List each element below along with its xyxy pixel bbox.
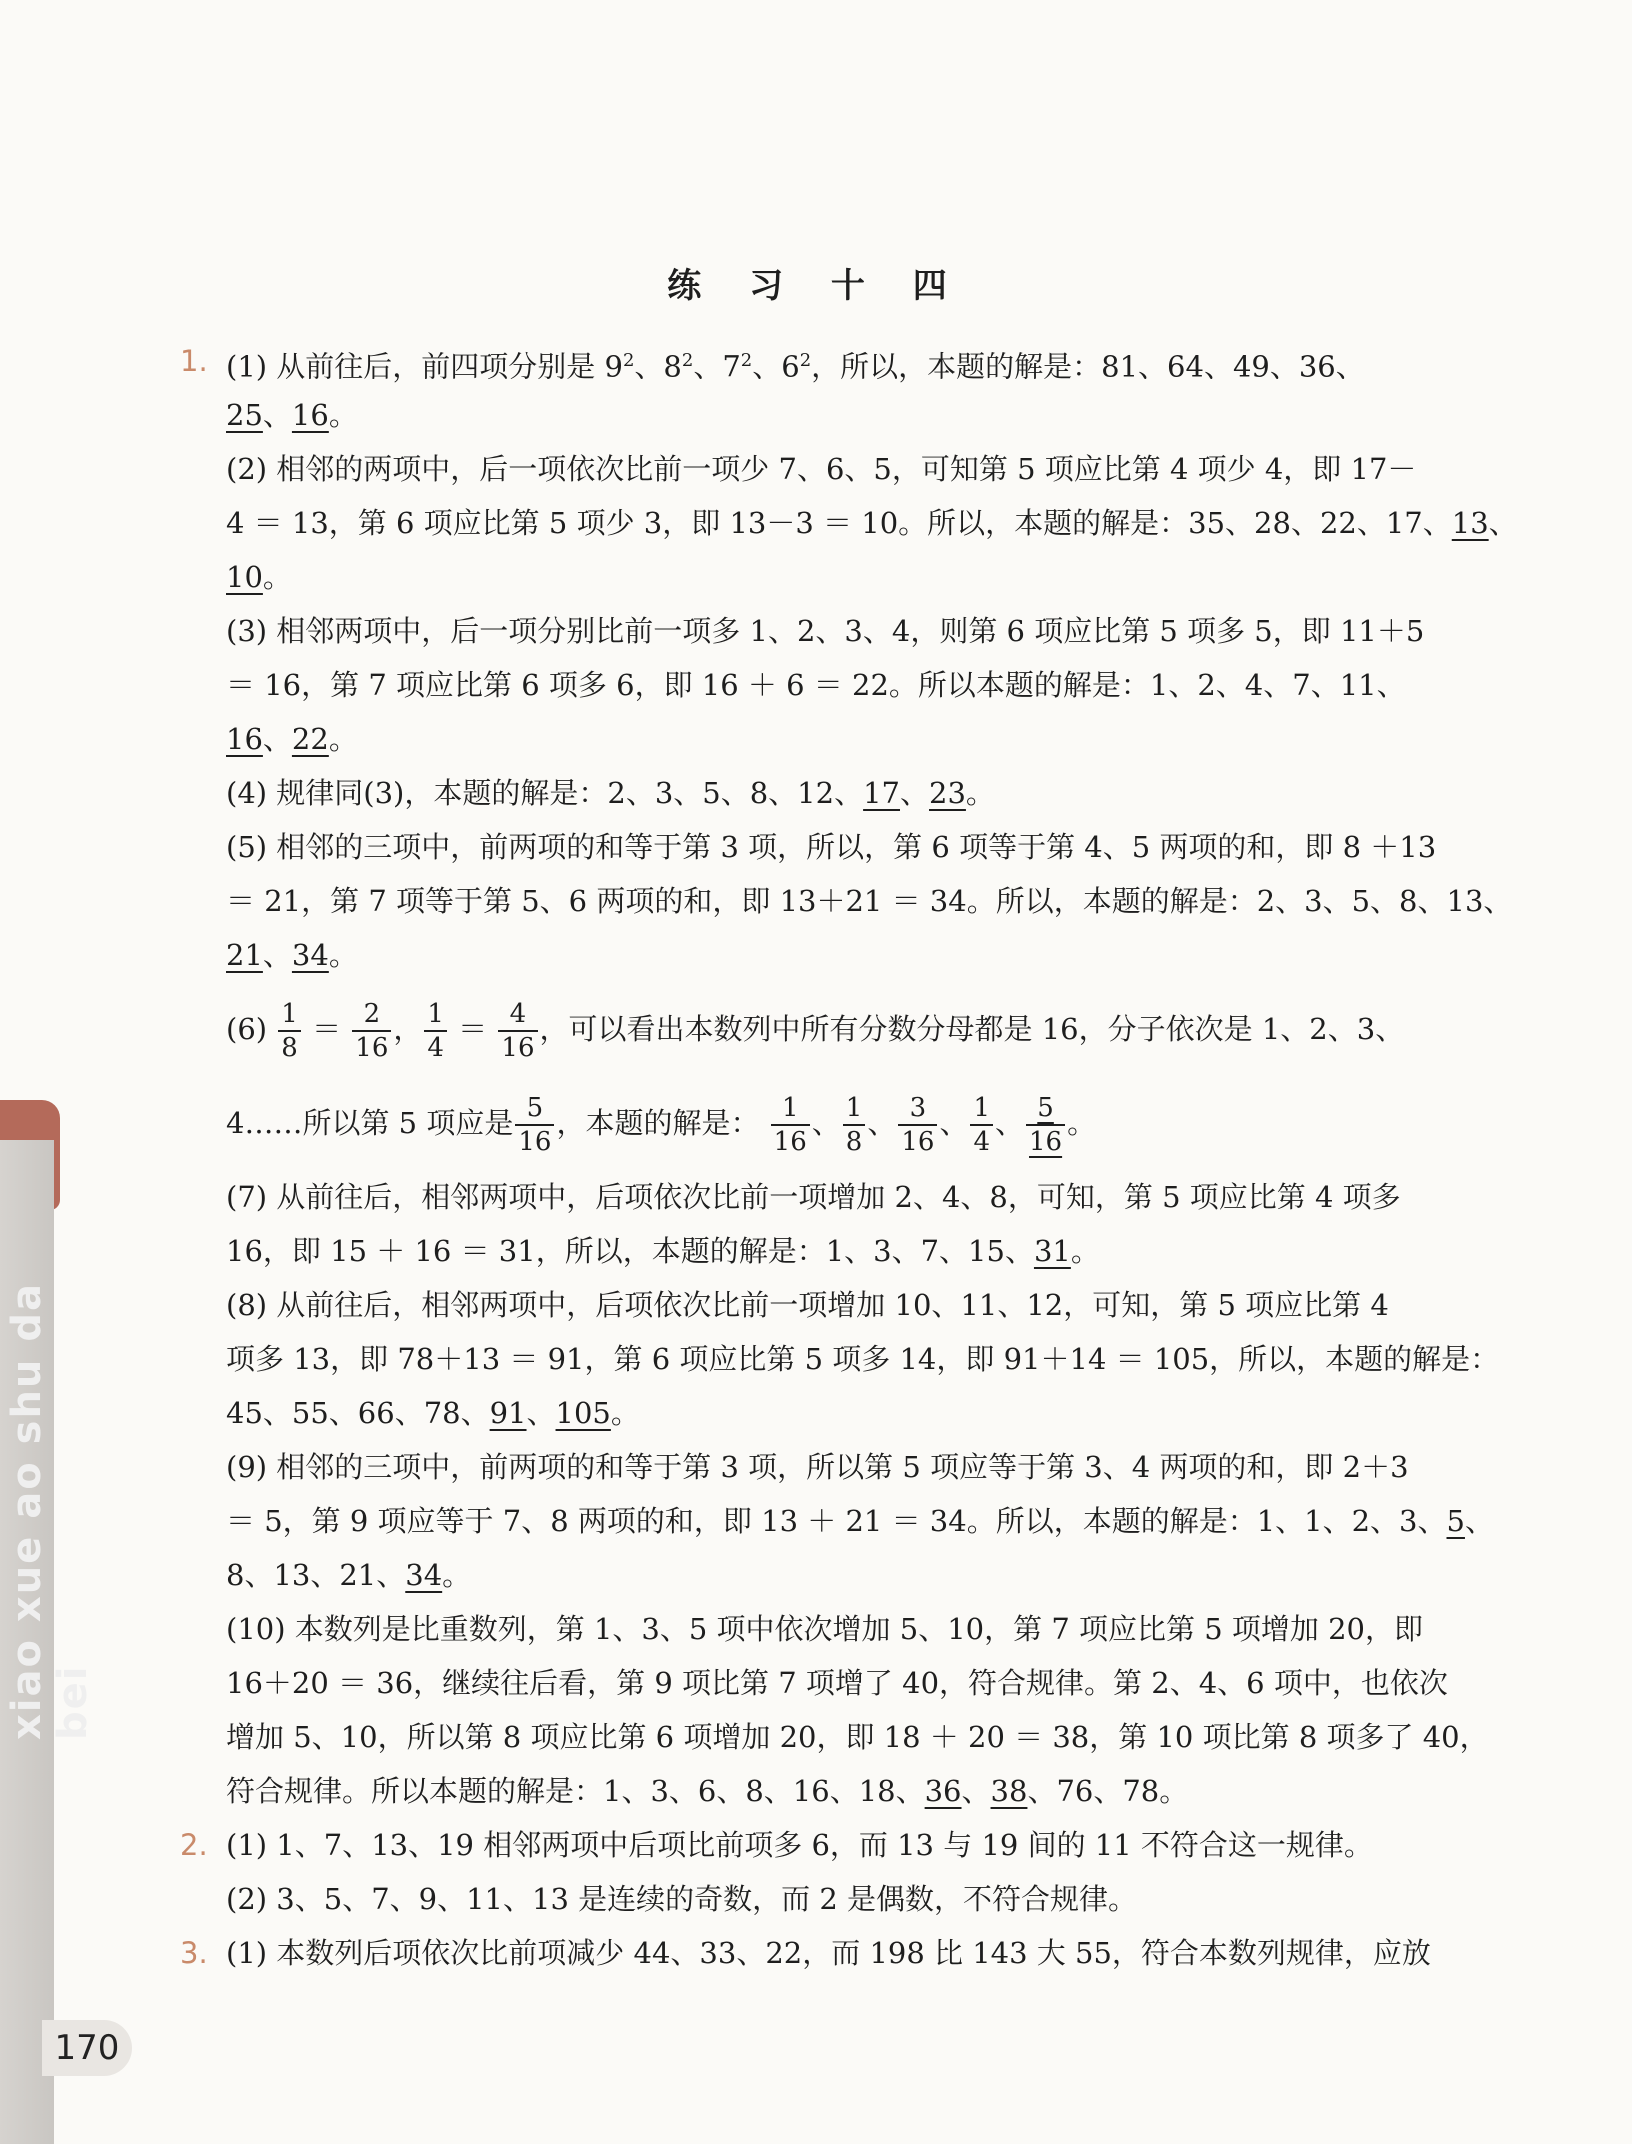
q1-10-line-2: 16＋20 ＝ 36，继续往后看，第 9 项比第 7 项增了 40，符合规律。第 2、4、6 项中，也依次 (226, 1666, 1448, 1700)
q1-7-line-1: (7) 从前往后，相邻两项中，后项依次比前一项增加 2、4、8，可知，第 5 项应比第 4 项多 (226, 1180, 1401, 1214)
q1-8-line-1: (8) 从前往后，相邻两项中，后项依次比前一项增加 10、11、12，可知，第 5 项应比第 4 (226, 1288, 1389, 1322)
q1-3-line-3: 16、22。 (226, 722, 358, 756)
q1-3-line-1: (3) 相邻两项中，后一项分别比前一项多 1、2、3、4，则第 6 项应比第 5 项多 5，即 11＋5 (226, 614, 1425, 648)
q1-8-line-2: 项多 13，即 78＋13 ＝ 91，第 6 项应比第 5 项多 14，即 91＋14 ＝ 105，所以，本题的解是： (226, 1342, 1500, 1376)
fraction: $\frac{1}{8}$ (278, 1001, 301, 1061)
q1-5-line-2: ＝ 21，第 7 项等于第 5、6 两项的和，即 13＋21 ＝ 34。所以，本题的解是：2、3、5、8、13、 (226, 884, 1513, 918)
q1-5-line-3: 21、34。 (226, 938, 358, 972)
q1-line-1: 1. (1) 从前往后，前四项分别是 $9^2$、$8^2$、$7^2$、$6^2$，所以，本题的解是：81、64、49、36、 (180, 334, 1545, 388)
fraction: $\frac{2}{16}$ (352, 1001, 391, 1061)
fraction: $\frac{1}{4}$ (970, 1095, 993, 1155)
q1-10-line-1: (10) 本数列是比重数列，第 1、3、5 项中依次增加 5、10，第 7 项应比第 5 项增加 20，即 (226, 1612, 1424, 1646)
fraction: $\frac{1}{4}$ (424, 1001, 447, 1061)
q1-9-line-2: ＝ 5，第 9 项应等于 7、8 两项的和，即 13 ＋ 21 ＝ 34。所以，本题的解是：1、1、2、3、5、 (226, 1504, 1494, 1538)
q2-line-1: 2. (1) 1、7、13、19 相邻两项中后项比前项多 6，而 13 与 19 间的 11 不符合这一规律。 (180, 1818, 1545, 1872)
fraction: $\frac{5}{16}$ (515, 1095, 554, 1155)
q3-line-1: 3. (1) 本数列后项依次比前项减少 44、33、22，而 198 比 143 大 55，符合本数列规律，应放 (180, 1926, 1545, 1980)
side-text: xiao xue ao shu da bei (4, 1282, 96, 1740)
fraction: $\frac{1}{8}$ (843, 1095, 866, 1155)
q1-8-line-3: 45、55、66、78、91、105。 (226, 1396, 640, 1430)
q1-7-line-2: 16，即 15 ＋ 16 ＝ 31，所以，本题的解是：1、3、7、15、31。 (226, 1234, 1100, 1268)
q1-10-line-4: 符合规律。所以本题的解是：1、3、6、8、16、18、36、38、76、78。 (226, 1774, 1189, 1808)
q1-9-line-3: 8、13、21、34。 (226, 1558, 472, 1592)
q1-6-line-1: (6) $\frac{1}{8}$ ＝ $\frac{2}{16}$ ， $\frac{1}{4}$ ＝ $\frac{4}{16}$ ，可以看出本数列中所有分数分母都是 16，分子依次是 1、2、3、 (226, 999, 1405, 1063)
q1-10-line-3: 增加 5、10，所以第 8 项应比第 6 项增加 20，即 18 ＋ 20 ＝ 38，第 10 项比第 8 项多了 40， (226, 1720, 1489, 1754)
fraction: $\frac{5}{16}$ (1026, 1095, 1065, 1155)
q1-6-line-2: 4……所以第 5 项应是 $\frac{5}{16}$ ，本题的解是： $\frac{1}{16}$ 、 $\frac{1}{8}$ 、 $\frac{3}{16}$ 、 $\frac{1}{4}$ 、 $\frac{5}{16}$ 。 (226, 1093, 1097, 1157)
q1-3-line-2: ＝ 16，第 7 项应比第 6 项多 6，即 16 ＋ 6 ＝ 22。所以本题的解是：1、2、4、7、11、 (226, 668, 1406, 702)
page-title: 练 习 十 四 (667, 266, 965, 306)
q1-9-line-1: (9) 相邻的三项中，前两项的和等于第 3 项，所以第 5 项应等于第 3、4 两项的和，即 2＋3 (226, 1450, 1409, 1484)
q1-4-line: (4) 规律同(3)，本题的解是：2、3、5、8、12、17、23。 (226, 776, 995, 810)
q3-number: 3. (180, 1936, 208, 1970)
answer-content (180, 334, 1545, 1980)
q2-line-2: (2) 3、5、7、9、11、13 是连续的奇数，而 2 是偶数，不符合规律。 (226, 1882, 1138, 1916)
fraction: $\frac{3}{16}$ (898, 1095, 937, 1155)
q1-2-line-2: 4 ＝ 13，第 6 项应比第 5 项少 3，即 13－3 ＝ 10。所以，本题的解是：35、28、22、17、13、 (226, 506, 1518, 540)
q1-2-line-3: 10。 (226, 560, 292, 594)
q1-2-line-1: (2) 相邻的两项中，后一项依次比前一项少 7、6、5，可知第 5 项应比第 4 项少 4，即 17－ (226, 452, 1417, 486)
q2-number: 2. (180, 1828, 208, 1862)
fraction: $\frac{4}{16}$ (498, 1001, 537, 1061)
page-number: 170 (42, 2020, 132, 2076)
q1-5-line-1: (5) 相邻的三项中，前两项的和等于第 3 项，所以，第 6 项等于第 4、5 两项的和，即 8 ＋13 (226, 830, 1437, 864)
q1-number: 1. (180, 344, 208, 378)
fraction: $\frac{1}{16}$ (771, 1095, 810, 1155)
q1-line-2: 25、16。 (226, 398, 358, 432)
